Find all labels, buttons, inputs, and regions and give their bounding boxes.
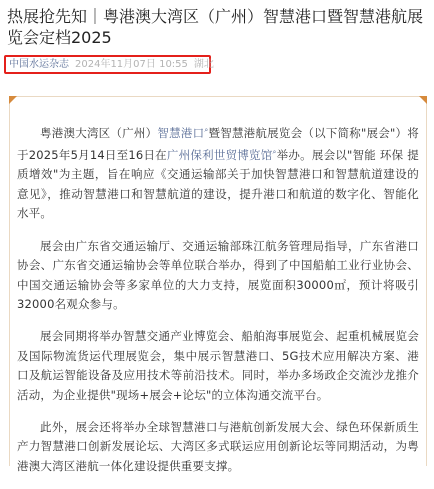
- link-smart-port[interactable]: 智慧港口: [157, 125, 205, 140]
- paragraph-3: 展会同期将举办智慧交通产业博览会、船舶海事展览会、起重机械展览会及国际物流货运代理展览会，集中展示智慧港口、5G技术应用解决方案、港口及航运智能设备及应用技术等前沿技术。同时，举办多场政企交流沙龙推介活动，为企业提供"现场+展会+论坛"的立体沟通交流平台。: [17, 329, 419, 402]
- text: 举办。展会以"智能 环保 提质增效"为主题，旨在响应《交通运输部关于加快智慧港口和智慧航道建设的意见》，推动智慧港口和智慧航道的建设，提升港口和航道的数字化、智能化水平。: [17, 148, 419, 221]
- text: 暨智慧港航展览会（以下简称"展会"）将于2025年5月14日至16日在: [17, 125, 419, 163]
- publish-location: 湖北: [193, 59, 214, 70]
- article-meta: [9, 58, 214, 72]
- search-icon: ⌕: [272, 148, 277, 157]
- search-icon: ⌕: [204, 126, 209, 134]
- article-title: 热展抢先知｜粤港澳大湾区（广州）智慧港口暨智慧港航展览会定档2025: [7, 7, 424, 47]
- paragraph-2: 展会由广东省交通运输厅、交通运输部珠江航务管理局指导，广东省港口协会、广东省交通运输协会等单位联合举办，得到了中国船舶工业行业协会、中国交通运输协会等多家单位的大力支持，展览面积30000㎡，预计将吸引32000名观众参与。: [17, 238, 419, 311]
- text: 粤港澳大湾区（广州）: [40, 125, 158, 140]
- article-body: [17, 121, 419, 489]
- source-link[interactable]: 中国水运杂志: [9, 59, 69, 70]
- link-venue[interactable]: 广州保利世贸博览馆: [166, 148, 273, 163]
- paragraph-1: [17, 121, 419, 224]
- publish-date: 2024年11月07日 10:55: [75, 59, 188, 70]
- paragraph-4: 此外，展会还将举办全球智慧港口与港航创新发展大会、绿色环保新质生产力智慧港口创新发展论坛、大湾区多式联运应用创新论坛等同期活动，为粤港澳大湾区港航一体化建设提供重要支撑。: [17, 419, 419, 473]
